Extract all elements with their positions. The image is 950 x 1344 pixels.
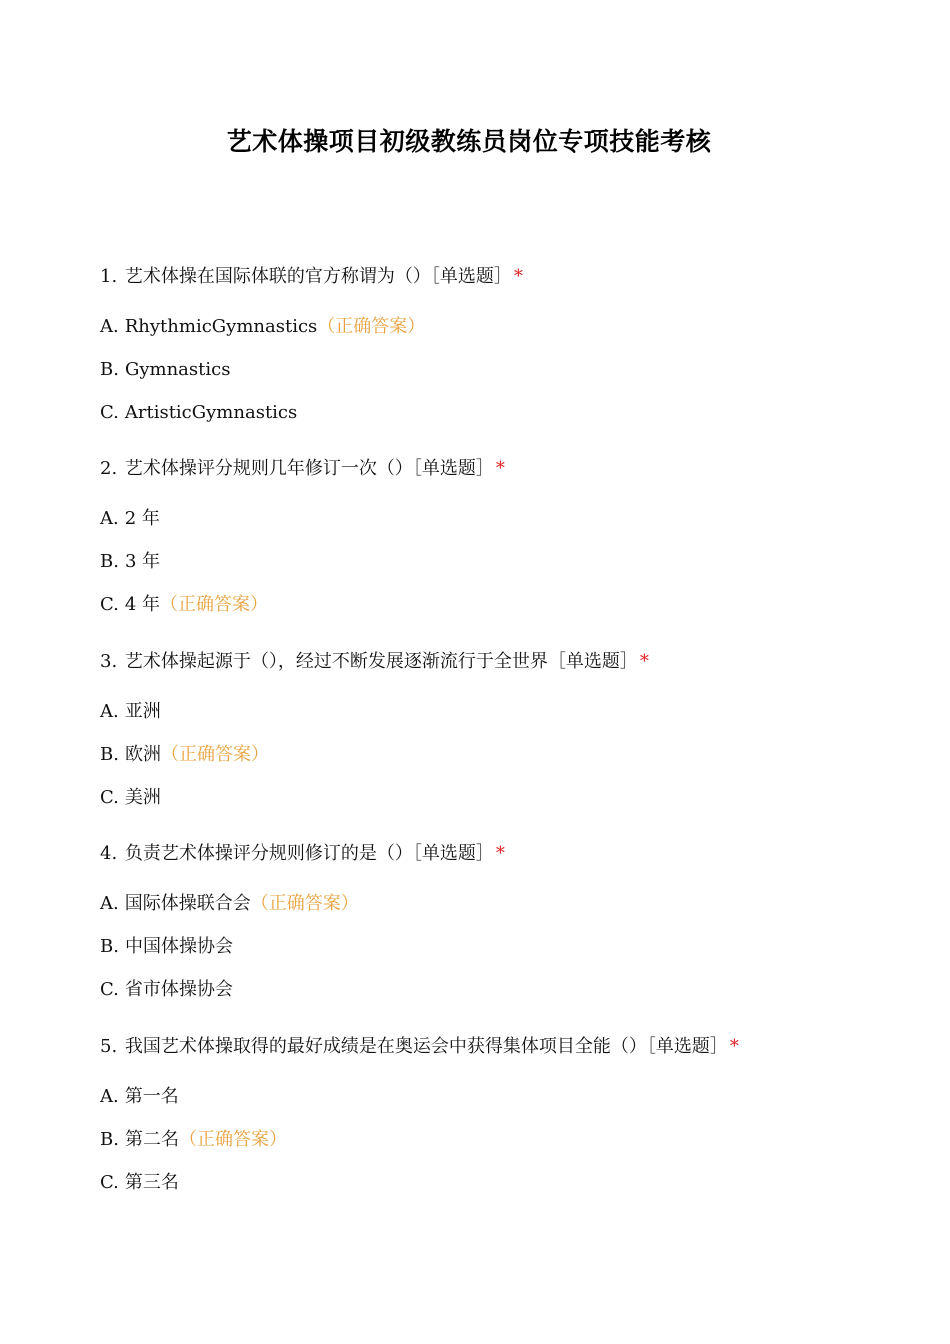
option-a <box>100 1085 920 1109</box>
option-text: 国际体操联合会 <box>124 893 251 914</box>
option-c <box>100 786 920 810</box>
option-text: Gymnastics <box>124 359 231 380</box>
required-mark: * <box>495 458 505 479</box>
question-3 <box>100 650 920 810</box>
option-letter: C. <box>100 1172 119 1193</box>
option-text: 中国体操协会 <box>124 936 233 957</box>
option-text: 亚洲 <box>124 701 161 722</box>
option-letter: B. <box>100 936 119 957</box>
option-letter: C. <box>100 594 119 615</box>
option-b <box>100 358 920 382</box>
option-c <box>100 401 920 425</box>
option-letter: A. <box>100 1086 119 1107</box>
option-text: 美洲 <box>124 787 161 808</box>
option-letter: A. <box>100 701 119 722</box>
question-number: 1. <box>100 266 118 287</box>
option-b <box>100 935 920 959</box>
question-stem <box>100 457 920 481</box>
option-text: 省市体操协会 <box>124 979 233 1000</box>
option-letter: A. <box>100 508 119 529</box>
option-letter: B. <box>100 551 119 572</box>
required-mark: * <box>729 1036 739 1057</box>
option-letter: A. <box>100 316 119 337</box>
option-letter: A. <box>100 893 119 914</box>
option-letter: C. <box>100 979 119 1000</box>
option-c <box>100 1171 920 1195</box>
option-text: ArtisticGymnastics <box>124 402 298 423</box>
question-stem <box>100 1035 920 1059</box>
option-a <box>100 315 920 339</box>
option-text: 第三名 <box>124 1172 179 1193</box>
option-letter: B. <box>100 744 119 765</box>
correct-answer-label: （正确答案） <box>250 893 359 914</box>
correct-answer-label: （正确答案） <box>160 594 269 615</box>
option-a <box>100 507 920 531</box>
question-stem <box>100 842 920 866</box>
page-title: 艺术体操项目初级教练员岗位专项技能考核 <box>226 127 712 156</box>
option-b <box>100 1128 920 1152</box>
option-letter: B. <box>100 1129 119 1150</box>
question-5 <box>100 1035 920 1195</box>
question-number: 3. <box>100 651 118 672</box>
option-b <box>100 550 920 574</box>
question-2 <box>100 457 920 617</box>
question-text: 艺术体操在国际体联的官方称谓为（）［单选题］ <box>124 266 512 287</box>
option-text: 3 年 <box>124 551 161 572</box>
option-c <box>100 978 920 1002</box>
question-stem <box>100 265 920 289</box>
question-number: 2. <box>100 458 118 479</box>
option-text: 第一名 <box>124 1086 179 1107</box>
question-stem <box>100 650 920 674</box>
option-text: RhythmicGymnastics <box>124 316 318 337</box>
option-c <box>100 593 920 617</box>
option-letter: B. <box>100 359 119 380</box>
correct-answer-label: （正确答案） <box>178 1129 287 1150</box>
required-mark: * <box>639 651 649 672</box>
option-a <box>100 700 920 724</box>
question-number: 4. <box>100 843 118 864</box>
option-text: 第二名 <box>124 1129 179 1150</box>
question-number: 5. <box>100 1036 118 1057</box>
required-mark: * <box>495 843 505 864</box>
question-text: 我国艺术体操取得的最好成绩是在奥运会中获得集体项目全能（）［单选题］ <box>124 1036 728 1057</box>
option-text: 4 年 <box>124 594 161 615</box>
option-letter: C. <box>100 402 119 423</box>
question-text: 艺术体操评分规则几年修订一次（）［单选题］ <box>124 458 494 479</box>
question-text: 艺术体操起源于（），经过不断发展逐渐流行于全世界［单选题］ <box>124 651 638 672</box>
correct-answer-label: （正确答案） <box>160 744 269 765</box>
correct-answer-label: （正确答案） <box>317 316 426 337</box>
option-a <box>100 892 920 916</box>
required-mark: * <box>513 266 523 287</box>
option-b <box>100 743 920 767</box>
question-1 <box>100 265 920 425</box>
option-text: 2 年 <box>124 508 160 529</box>
option-text: 欧洲 <box>124 744 161 765</box>
question-4 <box>100 842 920 1002</box>
option-letter: C. <box>100 787 119 808</box>
question-text: 负责艺术体操评分规则修订的是（）［单选题］ <box>124 843 494 864</box>
